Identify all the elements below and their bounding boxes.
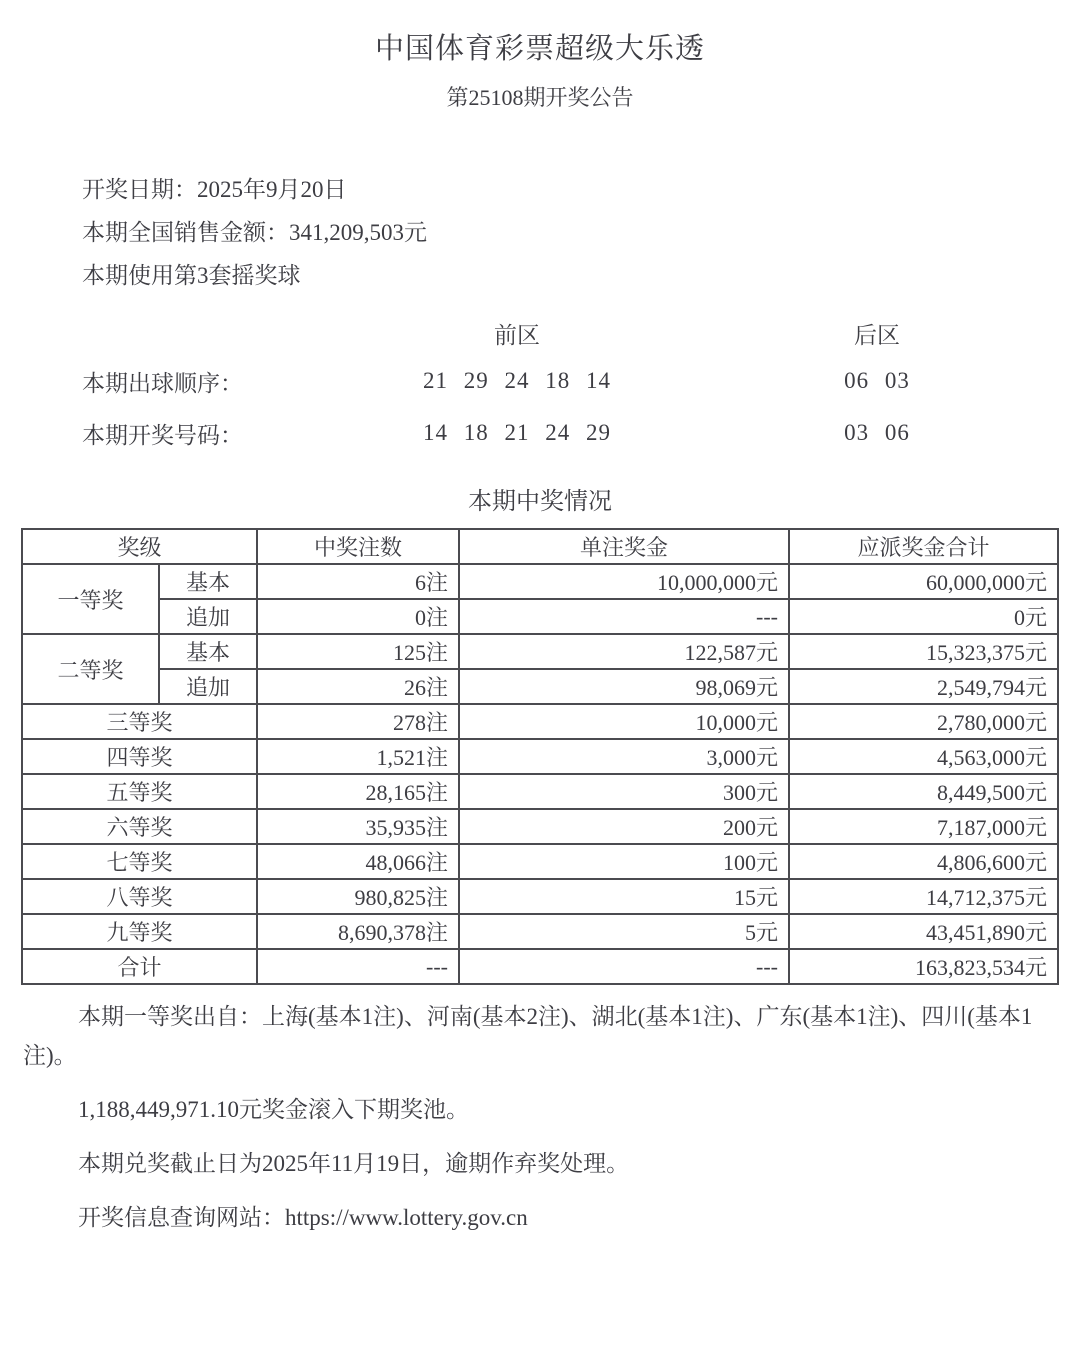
count-cell: 48,066注 — [257, 844, 459, 879]
table-row-first-prize-basic — [22, 564, 1058, 599]
single-prize-cell: 122,587元 — [459, 634, 789, 669]
footnotes-section — [23, 997, 1057, 1237]
prize-level-cell: 三等奖 — [22, 704, 257, 739]
count-cell: 28,165注 — [257, 774, 459, 809]
total-prize-cell: 4,563,000元 — [789, 739, 1058, 774]
website-note: 开奖信息查询网站：https://www.lottery.gov.cn — [78, 1205, 528, 1230]
prize-table — [21, 528, 1059, 985]
count-cell: --- — [257, 949, 459, 984]
prize-level-cell: 五等奖 — [22, 774, 257, 809]
total-prize-cell: 2,549,794元 — [789, 669, 1058, 704]
total-prize-cell: 15,323,375元 — [789, 634, 1058, 669]
count-cell: 1,521注 — [257, 739, 459, 774]
table-row-eighth-prize — [22, 879, 1058, 914]
total-prize-cell: 2,780,000元 — [789, 704, 1058, 739]
count-cell: 980,825注 — [257, 879, 459, 914]
count-cell: 125注 — [257, 634, 459, 669]
col-header-level: 奖级 — [22, 529, 257, 564]
draw-order-back-numbers: 06 03 — [844, 368, 910, 393]
table-row-ninth-prize — [22, 914, 1058, 949]
single-prize-cell: 10,000元 — [459, 704, 789, 739]
single-prize-cell: 15元 — [459, 879, 789, 914]
prize-level-cell: 七等奖 — [22, 844, 257, 879]
prize-level-cell: 九等奖 — [22, 914, 257, 949]
prize-level-cell: 六等奖 — [22, 809, 257, 844]
single-prize-cell: 98,069元 — [459, 669, 789, 704]
single-prize-cell: 300元 — [459, 774, 789, 809]
prize-subtype-cell: 基本 — [159, 634, 257, 669]
total-prize-cell: 7,187,000元 — [789, 809, 1058, 844]
prize-subtype-cell: 追加 — [159, 599, 257, 634]
prize-level-cell: 一等奖 — [22, 564, 159, 634]
single-prize-cell: 200元 — [459, 809, 789, 844]
front-zone-header: 前区 — [494, 322, 540, 348]
single-prize-cell: 10,000,000元 — [459, 564, 789, 599]
prize-level-cell: 八等奖 — [22, 879, 257, 914]
col-header-total-prize: 应派奖金合计 — [789, 529, 1058, 564]
draw-date-line: 开奖日期：2025年9月20日 — [82, 177, 347, 202]
total-prize-cell: 8,449,500元 — [789, 774, 1058, 809]
count-cell: 6注 — [257, 564, 459, 599]
total-prize-cell: 0元 — [789, 599, 1058, 634]
page-subtitle: 第25108期开奖公告 — [446, 85, 634, 110]
single-prize-cell: --- — [459, 599, 789, 634]
winning-numbers-section — [82, 311, 1080, 459]
back-zone-header: 后区 — [854, 322, 900, 348]
count-cell: 35,935注 — [257, 809, 459, 844]
rollover-note: 1,188,449,971.10元奖金滚入下期奖池。 — [78, 1097, 469, 1122]
page-title: 中国体育彩票超级大乐透 — [374, 33, 705, 65]
single-prize-cell: 5元 — [459, 914, 789, 949]
table-row-third-prize — [22, 704, 1058, 739]
draw-info-block — [82, 168, 1080, 297]
prize-level-cell: 二等奖 — [22, 634, 159, 704]
first-prize-winners-note: 本期一等奖出自：上海(基本1注)、河南(基本2注)、湖北(基本1注)、广东(基本1注)、四川(基本1注)。 — [23, 1004, 1033, 1068]
table-row-first-prize-added — [22, 599, 1058, 634]
sales-amount-line: 本期全国销售金额：341,209,503元 — [82, 220, 427, 245]
table-row-total — [22, 949, 1058, 984]
winning-numbers-back: 03 06 — [844, 420, 910, 445]
prize-table-header-row — [22, 529, 1058, 564]
single-prize-cell: 100元 — [459, 844, 789, 879]
prize-table-title: 本期中奖情况 — [468, 489, 612, 515]
total-prize-cell: 60,000,000元 — [789, 564, 1058, 599]
col-header-count: 中奖注数 — [257, 529, 459, 564]
single-prize-cell: --- — [459, 949, 789, 984]
prize-level-cell: 四等奖 — [22, 739, 257, 774]
table-row-second-prize-added — [22, 669, 1058, 704]
count-cell: 278注 — [257, 704, 459, 739]
total-prize-cell: 14,712,375元 — [789, 879, 1058, 914]
table-row-fourth-prize — [22, 739, 1058, 774]
table-row-second-prize-basic — [22, 634, 1058, 669]
count-cell: 26注 — [257, 669, 459, 704]
prize-subtype-cell: 追加 — [159, 669, 257, 704]
total-prize-cell: 43,451,890元 — [789, 914, 1058, 949]
count-cell: 8,690,378注 — [257, 914, 459, 949]
total-prize-cell: 163,823,534元 — [789, 949, 1058, 984]
redeem-deadline-note: 本期兑奖截止日为2025年11月19日，逾期作弃奖处理。 — [78, 1151, 630, 1176]
total-prize-cell: 4,806,600元 — [789, 844, 1058, 879]
single-prize-cell: 3,000元 — [459, 739, 789, 774]
prize-level-cell: 合计 — [22, 949, 257, 984]
table-row-seventh-prize — [22, 844, 1058, 879]
winning-numbers-label: 本期开奖号码： — [82, 422, 243, 448]
prize-subtype-cell: 基本 — [159, 564, 257, 599]
table-row-fifth-prize — [22, 774, 1058, 809]
zone-header-spacer — [82, 311, 322, 355]
draw-order-front-numbers: 21 29 24 18 14 — [423, 368, 611, 393]
ball-set-line: 本期使用第3套摇奖球 — [82, 263, 301, 288]
table-row-sixth-prize — [22, 809, 1058, 844]
draw-order-label: 本期出球顺序： — [82, 370, 243, 396]
count-cell: 0注 — [257, 599, 459, 634]
winning-numbers-front: 14 18 21 24 29 — [423, 420, 611, 445]
col-header-single-prize: 单注奖金 — [459, 529, 789, 564]
